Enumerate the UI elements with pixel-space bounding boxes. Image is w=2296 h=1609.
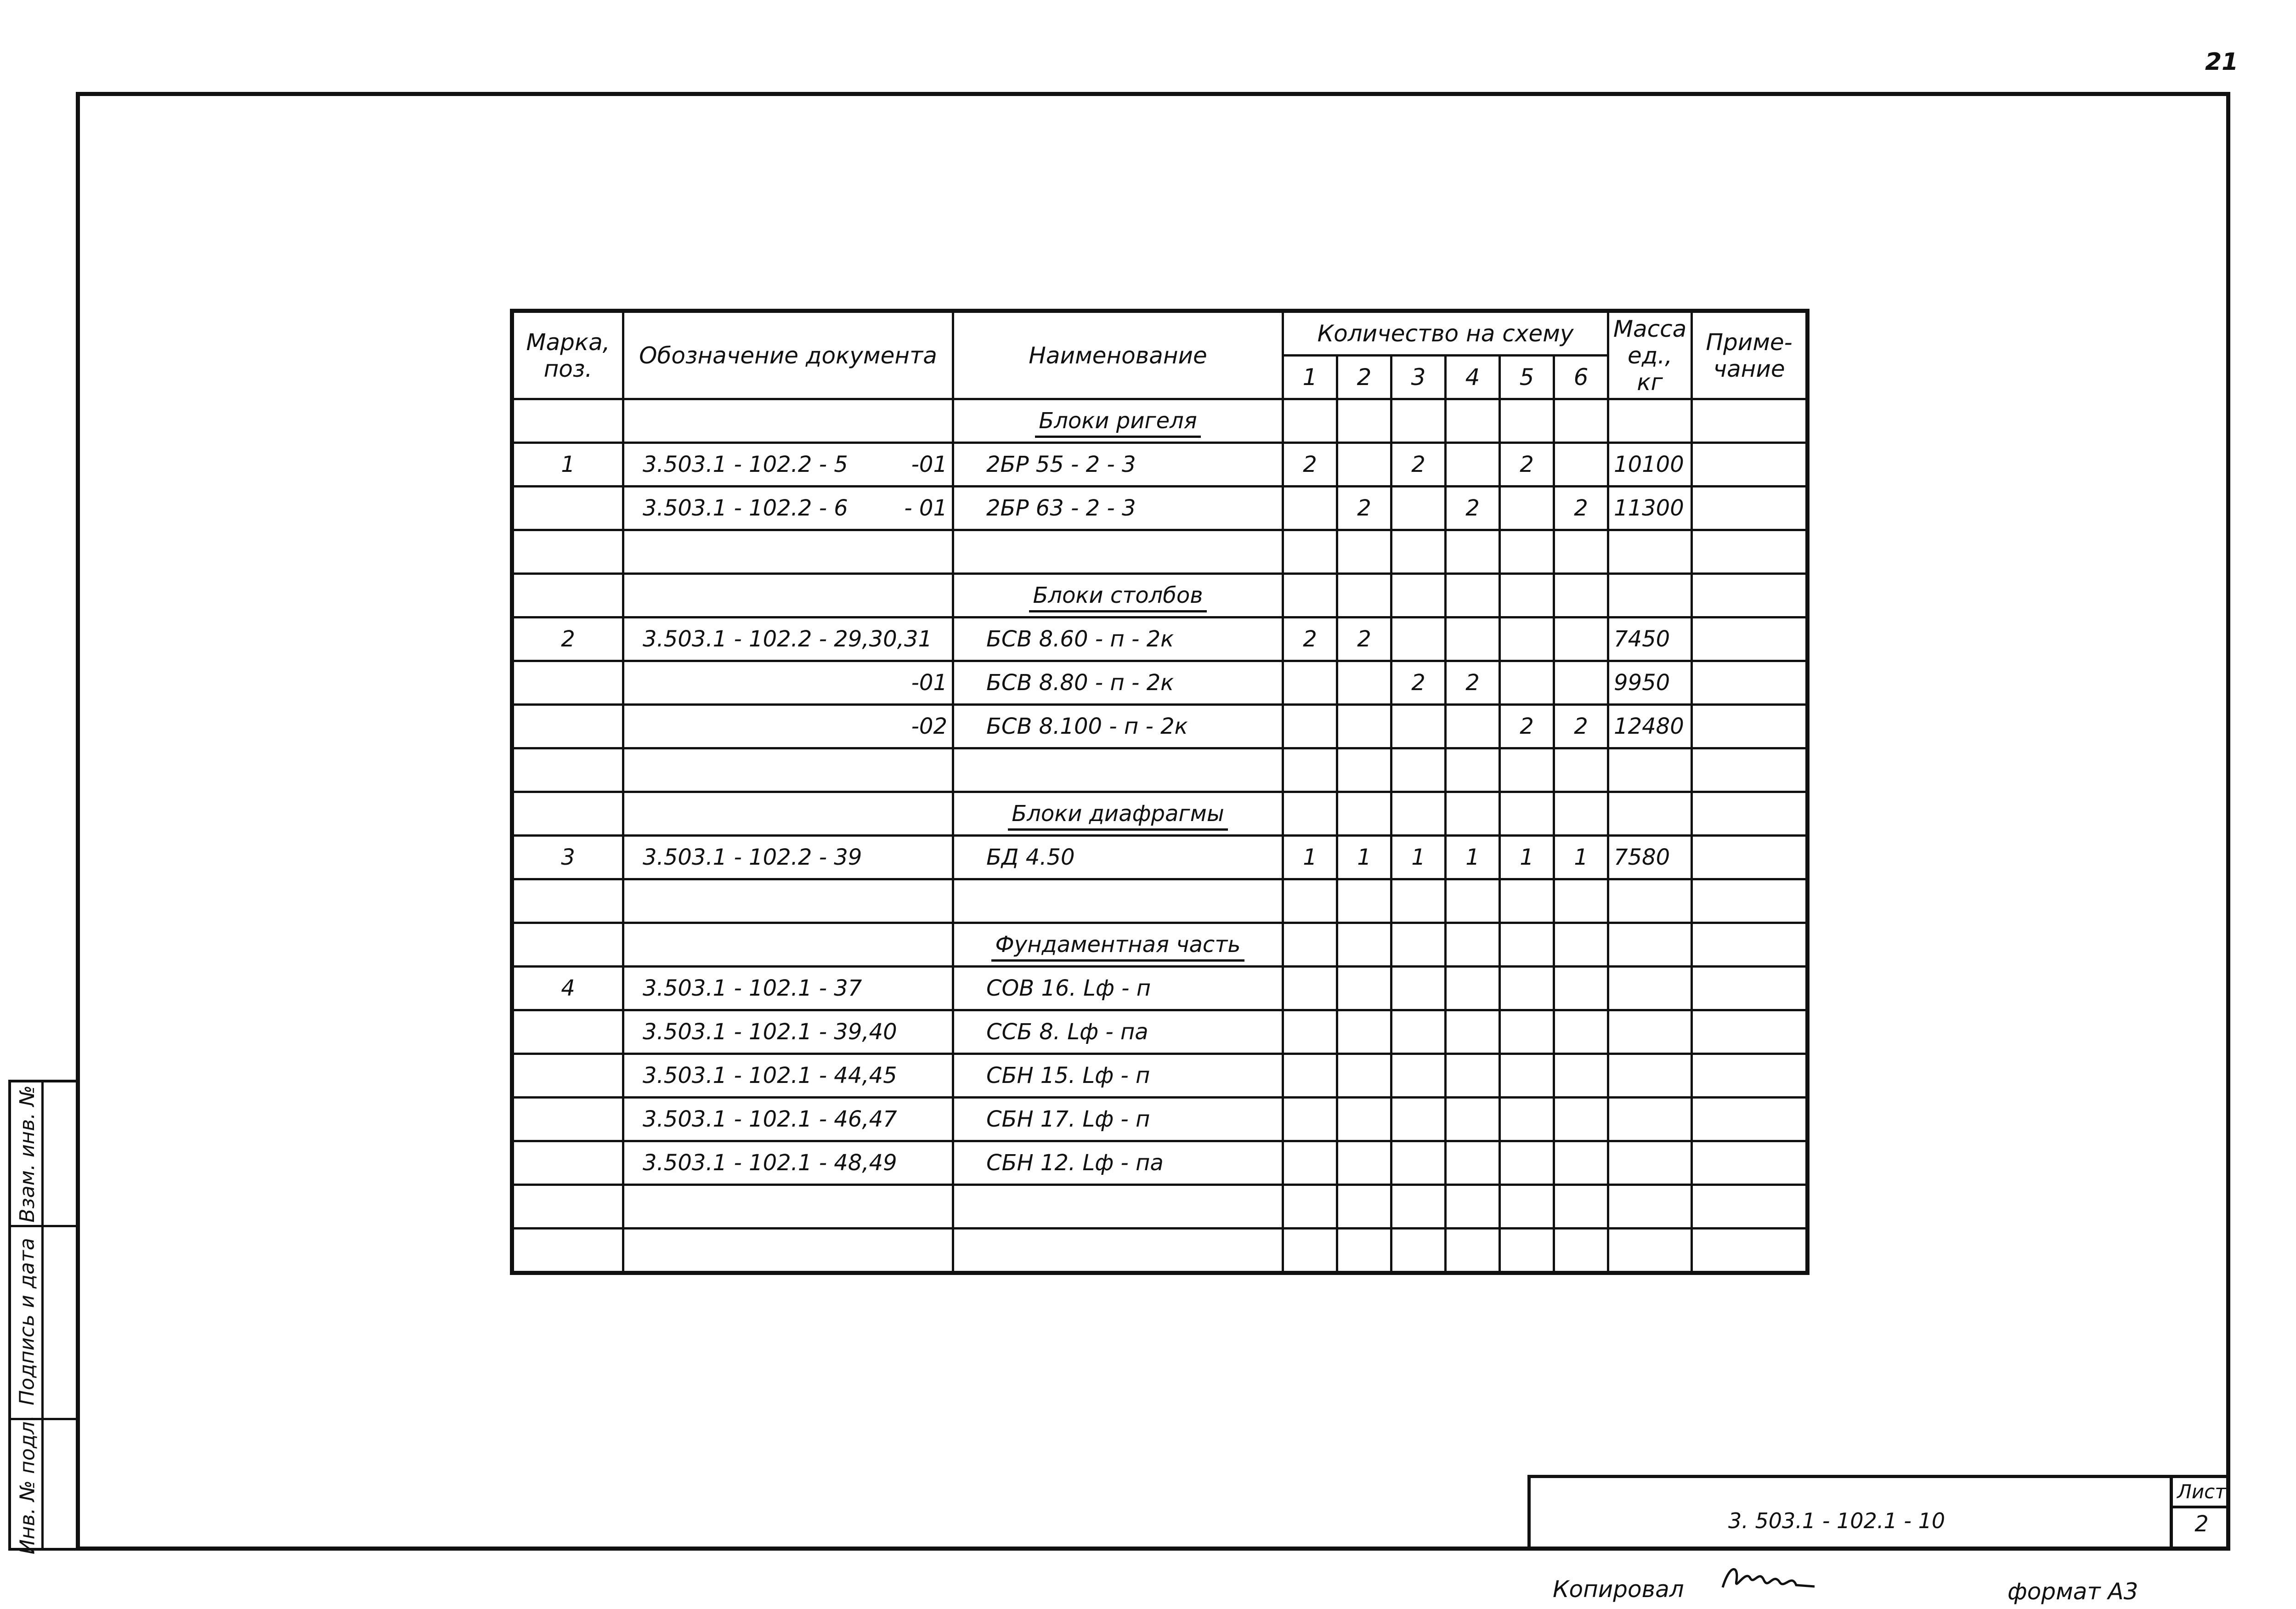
cell-qty bbox=[1446, 443, 1500, 487]
document-code: 3. 503.1 - 102.1 - 10 bbox=[1728, 1508, 1945, 1533]
cell-qty bbox=[1446, 1010, 1500, 1054]
empty-cell bbox=[1391, 748, 1446, 792]
header-scheme-1: 1 bbox=[1283, 356, 1337, 399]
cell-qty bbox=[1283, 1141, 1337, 1185]
table-row bbox=[512, 748, 1808, 792]
empty-cell bbox=[953, 748, 1283, 792]
page-number: 21 bbox=[2205, 48, 2239, 76]
cell-note bbox=[1692, 967, 1808, 1010]
cell-qty bbox=[1500, 1098, 1554, 1141]
cell-qty: 2 bbox=[1337, 618, 1391, 661]
cell-qty: 2 bbox=[1554, 705, 1608, 748]
cell-mass bbox=[1608, 1010, 1692, 1054]
cell-qty bbox=[1283, 574, 1337, 618]
empty-cell bbox=[1500, 879, 1554, 923]
specification-table bbox=[510, 309, 1810, 1275]
designation-text: 3.503.1 - 102.2 - 6 bbox=[643, 495, 848, 521]
empty-cell bbox=[1446, 1229, 1500, 1273]
designation-suffix: -02 bbox=[911, 714, 947, 739]
header-mass: Масса ед., кг bbox=[1608, 311, 1692, 399]
cell-name: 2БР 63 - 2 - 3 bbox=[953, 487, 1283, 530]
empty-cell bbox=[1337, 1185, 1391, 1229]
cell-designation bbox=[623, 661, 953, 705]
cell-qty bbox=[1500, 661, 1554, 705]
empty-cell bbox=[1283, 879, 1337, 923]
designation-text: 3.503.1 - 102.1 - 39,40 bbox=[643, 1019, 897, 1045]
cell-qty bbox=[1391, 399, 1446, 443]
cell-note bbox=[1692, 399, 1808, 443]
table-row bbox=[512, 1229, 1808, 1273]
empty-cell bbox=[1554, 1229, 1608, 1273]
cell-note bbox=[1692, 574, 1808, 618]
section-title-cell bbox=[953, 923, 1283, 967]
cell-mass bbox=[1608, 923, 1692, 967]
cell-qty bbox=[1446, 705, 1500, 748]
cell-mass bbox=[1608, 399, 1692, 443]
cell-mark bbox=[512, 1141, 623, 1185]
cell-qty bbox=[1337, 705, 1391, 748]
designation-text: 3.503.1 - 102.1 - 48,49 bbox=[643, 1150, 897, 1176]
cell-qty bbox=[1391, 1141, 1446, 1185]
cell-qty bbox=[1283, 661, 1337, 705]
empty-cell bbox=[1337, 748, 1391, 792]
cell-qty bbox=[1446, 967, 1500, 1010]
table-row bbox=[512, 1185, 1808, 1229]
cell-qty bbox=[1391, 792, 1446, 836]
designation-text: 3.503.1 - 102.1 - 37 bbox=[643, 975, 862, 1001]
empty-cell bbox=[623, 748, 953, 792]
empty-cell bbox=[1283, 530, 1337, 574]
cell-qty bbox=[1391, 705, 1446, 748]
cell-designation bbox=[623, 574, 953, 618]
cell-note bbox=[1692, 1010, 1808, 1054]
cell-qty bbox=[1391, 574, 1446, 618]
cell-qty bbox=[1554, 661, 1608, 705]
cell-mark bbox=[512, 661, 623, 705]
empty-cell bbox=[623, 530, 953, 574]
table-row bbox=[512, 705, 1808, 748]
empty-cell bbox=[512, 1185, 623, 1229]
cell-qty: 2 bbox=[1446, 661, 1500, 705]
cell-mass bbox=[1608, 574, 1692, 618]
empty-cell bbox=[953, 879, 1283, 923]
designation-suffix: -01 bbox=[911, 670, 947, 696]
empty-cell bbox=[1283, 1229, 1337, 1273]
cell-qty bbox=[1554, 618, 1608, 661]
replaced-inv-label: Взам. инв. № bbox=[16, 1085, 39, 1223]
cell-qty bbox=[1446, 1054, 1500, 1098]
cell-qty bbox=[1391, 1098, 1446, 1141]
cell-qty bbox=[1554, 1098, 1608, 1141]
empty-cell bbox=[953, 1185, 1283, 1229]
header-scheme-2: 2 bbox=[1337, 356, 1391, 399]
cell-qty bbox=[1554, 792, 1608, 836]
sign-date-label: Подпись и дата bbox=[16, 1237, 39, 1405]
cell-mark bbox=[512, 487, 623, 530]
cell-mark bbox=[512, 1010, 623, 1054]
cell-qty bbox=[1283, 399, 1337, 443]
table-row bbox=[512, 443, 1808, 487]
designation-text bbox=[629, 670, 643, 696]
cell-qty bbox=[1554, 1010, 1608, 1054]
designation-text: 3.503.1 - 102.2 - 5 bbox=[643, 452, 848, 477]
cell-qty bbox=[1391, 923, 1446, 967]
cell-qty bbox=[1283, 1054, 1337, 1098]
cell-mass bbox=[1608, 967, 1692, 1010]
empty-cell bbox=[1608, 748, 1692, 792]
empty-cell bbox=[512, 748, 623, 792]
cell-qty bbox=[1554, 443, 1608, 487]
cell-qty: 1 bbox=[1554, 836, 1608, 879]
cell-designation bbox=[623, 923, 953, 967]
empty-cell bbox=[1500, 1185, 1554, 1229]
cell-qty bbox=[1283, 705, 1337, 748]
cell-qty bbox=[1337, 399, 1391, 443]
cell-note bbox=[1692, 836, 1808, 879]
cell-mark: 1 bbox=[512, 443, 623, 487]
cell-qty bbox=[1337, 792, 1391, 836]
cell-qty: 2 bbox=[1391, 443, 1446, 487]
empty-cell bbox=[1692, 530, 1808, 574]
cell-note bbox=[1692, 487, 1808, 530]
section-row bbox=[512, 923, 1808, 967]
empty-cell bbox=[1337, 879, 1391, 923]
empty-cell bbox=[1554, 748, 1608, 792]
cell-qty: 1 bbox=[1337, 836, 1391, 879]
cell-qty bbox=[1500, 574, 1554, 618]
cell-qty: 2 bbox=[1500, 705, 1554, 748]
header-mark: Марка, поз. bbox=[512, 311, 623, 399]
header-scheme-3: 3 bbox=[1391, 356, 1446, 399]
cell-mark bbox=[512, 705, 623, 748]
empty-cell bbox=[1391, 879, 1446, 923]
empty-cell bbox=[1554, 530, 1608, 574]
cell-designation bbox=[623, 967, 953, 1010]
header-scheme-6: 6 bbox=[1554, 356, 1608, 399]
cell-qty bbox=[1391, 487, 1446, 530]
table-row bbox=[512, 1098, 1808, 1141]
cell-qty bbox=[1337, 1141, 1391, 1185]
empty-cell bbox=[1692, 1229, 1808, 1273]
cell-qty bbox=[1337, 1054, 1391, 1098]
cell-qty bbox=[1283, 1098, 1337, 1141]
section-title-cell bbox=[953, 399, 1283, 443]
cell-name: БСВ 8.80 - п - 2к bbox=[953, 661, 1283, 705]
cell-designation bbox=[623, 1098, 953, 1141]
cell-mass: 7450 bbox=[1608, 618, 1692, 661]
cell-qty bbox=[1500, 792, 1554, 836]
empty-cell bbox=[1608, 879, 1692, 923]
cell-qty bbox=[1446, 792, 1500, 836]
cell-qty bbox=[1337, 967, 1391, 1010]
empty-cell bbox=[1283, 748, 1337, 792]
table-row bbox=[512, 618, 1808, 661]
empty-cell bbox=[1554, 879, 1608, 923]
cell-mark: 2 bbox=[512, 618, 623, 661]
table-row bbox=[512, 1010, 1808, 1054]
cell-qty bbox=[1283, 923, 1337, 967]
cell-qty bbox=[1391, 967, 1446, 1010]
cell-qty: 2 bbox=[1446, 487, 1500, 530]
cell-mass: 9950 bbox=[1608, 661, 1692, 705]
empty-cell bbox=[1692, 748, 1808, 792]
empty-cell bbox=[512, 530, 623, 574]
empty-cell bbox=[623, 1185, 953, 1229]
designation-suffix: - 01 bbox=[904, 495, 947, 521]
cell-name: БД 4.50 bbox=[953, 836, 1283, 879]
empty-cell bbox=[953, 530, 1283, 574]
cell-qty bbox=[1500, 1054, 1554, 1098]
empty-cell bbox=[623, 879, 953, 923]
cell-qty bbox=[1554, 1054, 1608, 1098]
cell-note bbox=[1692, 1141, 1808, 1185]
cell-note bbox=[1692, 705, 1808, 748]
cell-name: ССБ 8. Lф - па bbox=[953, 1010, 1283, 1054]
cell-mark: 3 bbox=[512, 836, 623, 879]
designation-text: 3.503.1 - 102.1 - 46,47 bbox=[643, 1106, 897, 1132]
empty-cell bbox=[1391, 1229, 1446, 1273]
cell-mark bbox=[512, 923, 623, 967]
cell-name: СОВ 16. Lф - п bbox=[953, 967, 1283, 1010]
cell-qty: 1 bbox=[1500, 836, 1554, 879]
empty-cell bbox=[512, 1229, 623, 1273]
cell-qty bbox=[1283, 487, 1337, 530]
cell-note bbox=[1692, 443, 1808, 487]
cell-designation bbox=[623, 618, 953, 661]
cell-qty bbox=[1337, 661, 1391, 705]
cell-qty bbox=[1446, 923, 1500, 967]
empty-cell bbox=[1608, 1229, 1692, 1273]
cell-note bbox=[1692, 661, 1808, 705]
designation-suffix: -01 bbox=[911, 452, 947, 477]
sheet-label: Лист bbox=[2173, 1478, 2230, 1508]
cell-mark bbox=[512, 399, 623, 443]
empty-cell bbox=[1446, 530, 1500, 574]
empty-cell bbox=[1446, 748, 1500, 792]
cell-mass bbox=[1608, 792, 1692, 836]
cell-name: СБН 17. Lф - п bbox=[953, 1098, 1283, 1141]
cell-designation bbox=[623, 443, 953, 487]
empty-cell bbox=[512, 879, 623, 923]
cell-qty bbox=[1391, 1054, 1446, 1098]
cell-qty bbox=[1283, 967, 1337, 1010]
cell-mass bbox=[1608, 1098, 1692, 1141]
empty-cell bbox=[1337, 1229, 1391, 1273]
empty-cell bbox=[1446, 879, 1500, 923]
cell-qty bbox=[1446, 574, 1500, 618]
cell-designation bbox=[623, 1141, 953, 1185]
cell-designation bbox=[623, 792, 953, 836]
cell-qty bbox=[1500, 967, 1554, 1010]
header-scheme-4: 4 bbox=[1446, 356, 1500, 399]
empty-cell bbox=[1391, 1185, 1446, 1229]
cell-designation bbox=[623, 836, 953, 879]
cell-qty bbox=[1337, 574, 1391, 618]
cell-designation bbox=[623, 487, 953, 530]
designation-text: 3.503.1 - 102.1 - 44,45 bbox=[643, 1063, 897, 1088]
cell-qty bbox=[1554, 923, 1608, 967]
cell-qty bbox=[1554, 574, 1608, 618]
cell-mass: 12480 bbox=[1608, 705, 1692, 748]
copied-by-label: Копировал bbox=[1553, 1576, 1684, 1603]
cell-qty: 2 bbox=[1500, 443, 1554, 487]
cell-mass: 11300 bbox=[1608, 487, 1692, 530]
side-stamp bbox=[8, 1080, 76, 1554]
designation-text: 3.503.1 - 102.2 - 39 bbox=[643, 844, 862, 870]
cell-designation bbox=[623, 705, 953, 748]
cell-qty: 2 bbox=[1337, 487, 1391, 530]
cell-qty bbox=[1337, 443, 1391, 487]
cell-qty bbox=[1446, 1098, 1500, 1141]
cell-qty bbox=[1500, 1010, 1554, 1054]
empty-cell bbox=[1608, 530, 1692, 574]
inv-orig-label: Инв. № подл. bbox=[16, 1415, 39, 1554]
format-label: формат А3 bbox=[2008, 1578, 2138, 1605]
table-row bbox=[512, 661, 1808, 705]
header-note: Приме- чание bbox=[1692, 311, 1808, 399]
header-quantity: Количество на схему bbox=[1283, 311, 1608, 356]
section-title-cell bbox=[953, 574, 1283, 618]
empty-cell bbox=[623, 1229, 953, 1273]
cell-mark bbox=[512, 1098, 623, 1141]
empty-cell bbox=[1500, 748, 1554, 792]
cell-qty: 2 bbox=[1283, 443, 1337, 487]
cell-qty bbox=[1500, 487, 1554, 530]
cell-designation bbox=[623, 399, 953, 443]
designation-text: 3.503.1 - 102.2 - 29,30,31 bbox=[643, 626, 933, 652]
cell-qty: 1 bbox=[1391, 836, 1446, 879]
table-row bbox=[512, 836, 1808, 879]
cell-qty bbox=[1500, 923, 1554, 967]
empty-cell bbox=[953, 1229, 1283, 1273]
designation-text bbox=[629, 714, 643, 739]
cell-note bbox=[1692, 1054, 1808, 1098]
cell-qty: 2 bbox=[1283, 618, 1337, 661]
cell-qty bbox=[1337, 923, 1391, 967]
table-row bbox=[512, 879, 1808, 923]
cell-mass bbox=[1608, 1054, 1692, 1098]
cell-qty bbox=[1554, 1141, 1608, 1185]
table-row bbox=[512, 1054, 1808, 1098]
cell-qty: 2 bbox=[1554, 487, 1608, 530]
empty-cell bbox=[1500, 1229, 1554, 1273]
cell-qty bbox=[1391, 618, 1446, 661]
section-title-cell bbox=[953, 792, 1283, 836]
section-title: Блоки столбов bbox=[1029, 583, 1206, 612]
table-row bbox=[512, 1141, 1808, 1185]
table-row bbox=[512, 967, 1808, 1010]
cell-name: СБН 12. Lф - па bbox=[953, 1141, 1283, 1185]
cell-qty bbox=[1500, 1141, 1554, 1185]
empty-cell bbox=[1554, 1185, 1608, 1229]
empty-cell bbox=[1608, 1185, 1692, 1229]
cell-name: СБН 15. Lф - п bbox=[953, 1054, 1283, 1098]
cell-note bbox=[1692, 1098, 1808, 1141]
cell-qty bbox=[1554, 399, 1608, 443]
section-row bbox=[512, 792, 1808, 836]
cell-mass: 10100 bbox=[1608, 443, 1692, 487]
cell-qty bbox=[1500, 399, 1554, 443]
section-row bbox=[512, 399, 1808, 443]
cell-note bbox=[1692, 792, 1808, 836]
header-name: Наименование bbox=[953, 311, 1283, 399]
cell-qty bbox=[1391, 1010, 1446, 1054]
empty-cell bbox=[1446, 1185, 1500, 1229]
section-row bbox=[512, 574, 1808, 618]
cell-mark bbox=[512, 574, 623, 618]
cell-mass: 7580 bbox=[1608, 836, 1692, 879]
section-title: Фундаментная часть bbox=[991, 932, 1244, 962]
empty-cell bbox=[1692, 879, 1808, 923]
cell-name: БСВ 8.100 - п - 2к bbox=[953, 705, 1283, 748]
section-title: Блоки ригеля bbox=[1035, 408, 1200, 438]
cell-mark bbox=[512, 792, 623, 836]
title-block bbox=[1527, 1475, 2230, 1551]
cell-qty bbox=[1500, 618, 1554, 661]
cell-qty bbox=[1446, 1141, 1500, 1185]
cell-qty bbox=[1337, 1010, 1391, 1054]
table-row bbox=[512, 530, 1808, 574]
copier-signature bbox=[1718, 1560, 1819, 1601]
cell-qty bbox=[1337, 1098, 1391, 1141]
cell-qty: 1 bbox=[1283, 836, 1337, 879]
cell-qty bbox=[1283, 792, 1337, 836]
cell-designation bbox=[623, 1010, 953, 1054]
cell-mark bbox=[512, 1054, 623, 1098]
cell-note bbox=[1692, 923, 1808, 967]
cell-mark: 4 bbox=[512, 967, 623, 1010]
empty-cell bbox=[1692, 1185, 1808, 1229]
cell-qty bbox=[1554, 967, 1608, 1010]
header-scheme-5: 5 bbox=[1500, 356, 1554, 399]
sheet-box bbox=[2170, 1478, 2230, 1551]
empty-cell bbox=[1337, 530, 1391, 574]
empty-cell bbox=[1500, 530, 1554, 574]
cell-mass bbox=[1608, 1141, 1692, 1185]
cell-name: 2БР 55 - 2 - 3 bbox=[953, 443, 1283, 487]
cell-qty bbox=[1446, 399, 1500, 443]
cell-qty bbox=[1283, 1010, 1337, 1054]
cell-designation bbox=[623, 1054, 953, 1098]
cell-qty: 2 bbox=[1391, 661, 1446, 705]
cell-name: БСВ 8.60 - п - 2к bbox=[953, 618, 1283, 661]
table-row bbox=[512, 487, 1808, 530]
empty-cell bbox=[1391, 530, 1446, 574]
sheet-number: 2 bbox=[2194, 1511, 2209, 1537]
header-designation: Обозначение документа bbox=[623, 311, 953, 399]
empty-cell bbox=[1283, 1185, 1337, 1229]
section-title: Блоки диафрагмы bbox=[1008, 801, 1227, 831]
cell-qty bbox=[1446, 618, 1500, 661]
cell-qty: 1 bbox=[1446, 836, 1500, 879]
cell-note bbox=[1692, 618, 1808, 661]
